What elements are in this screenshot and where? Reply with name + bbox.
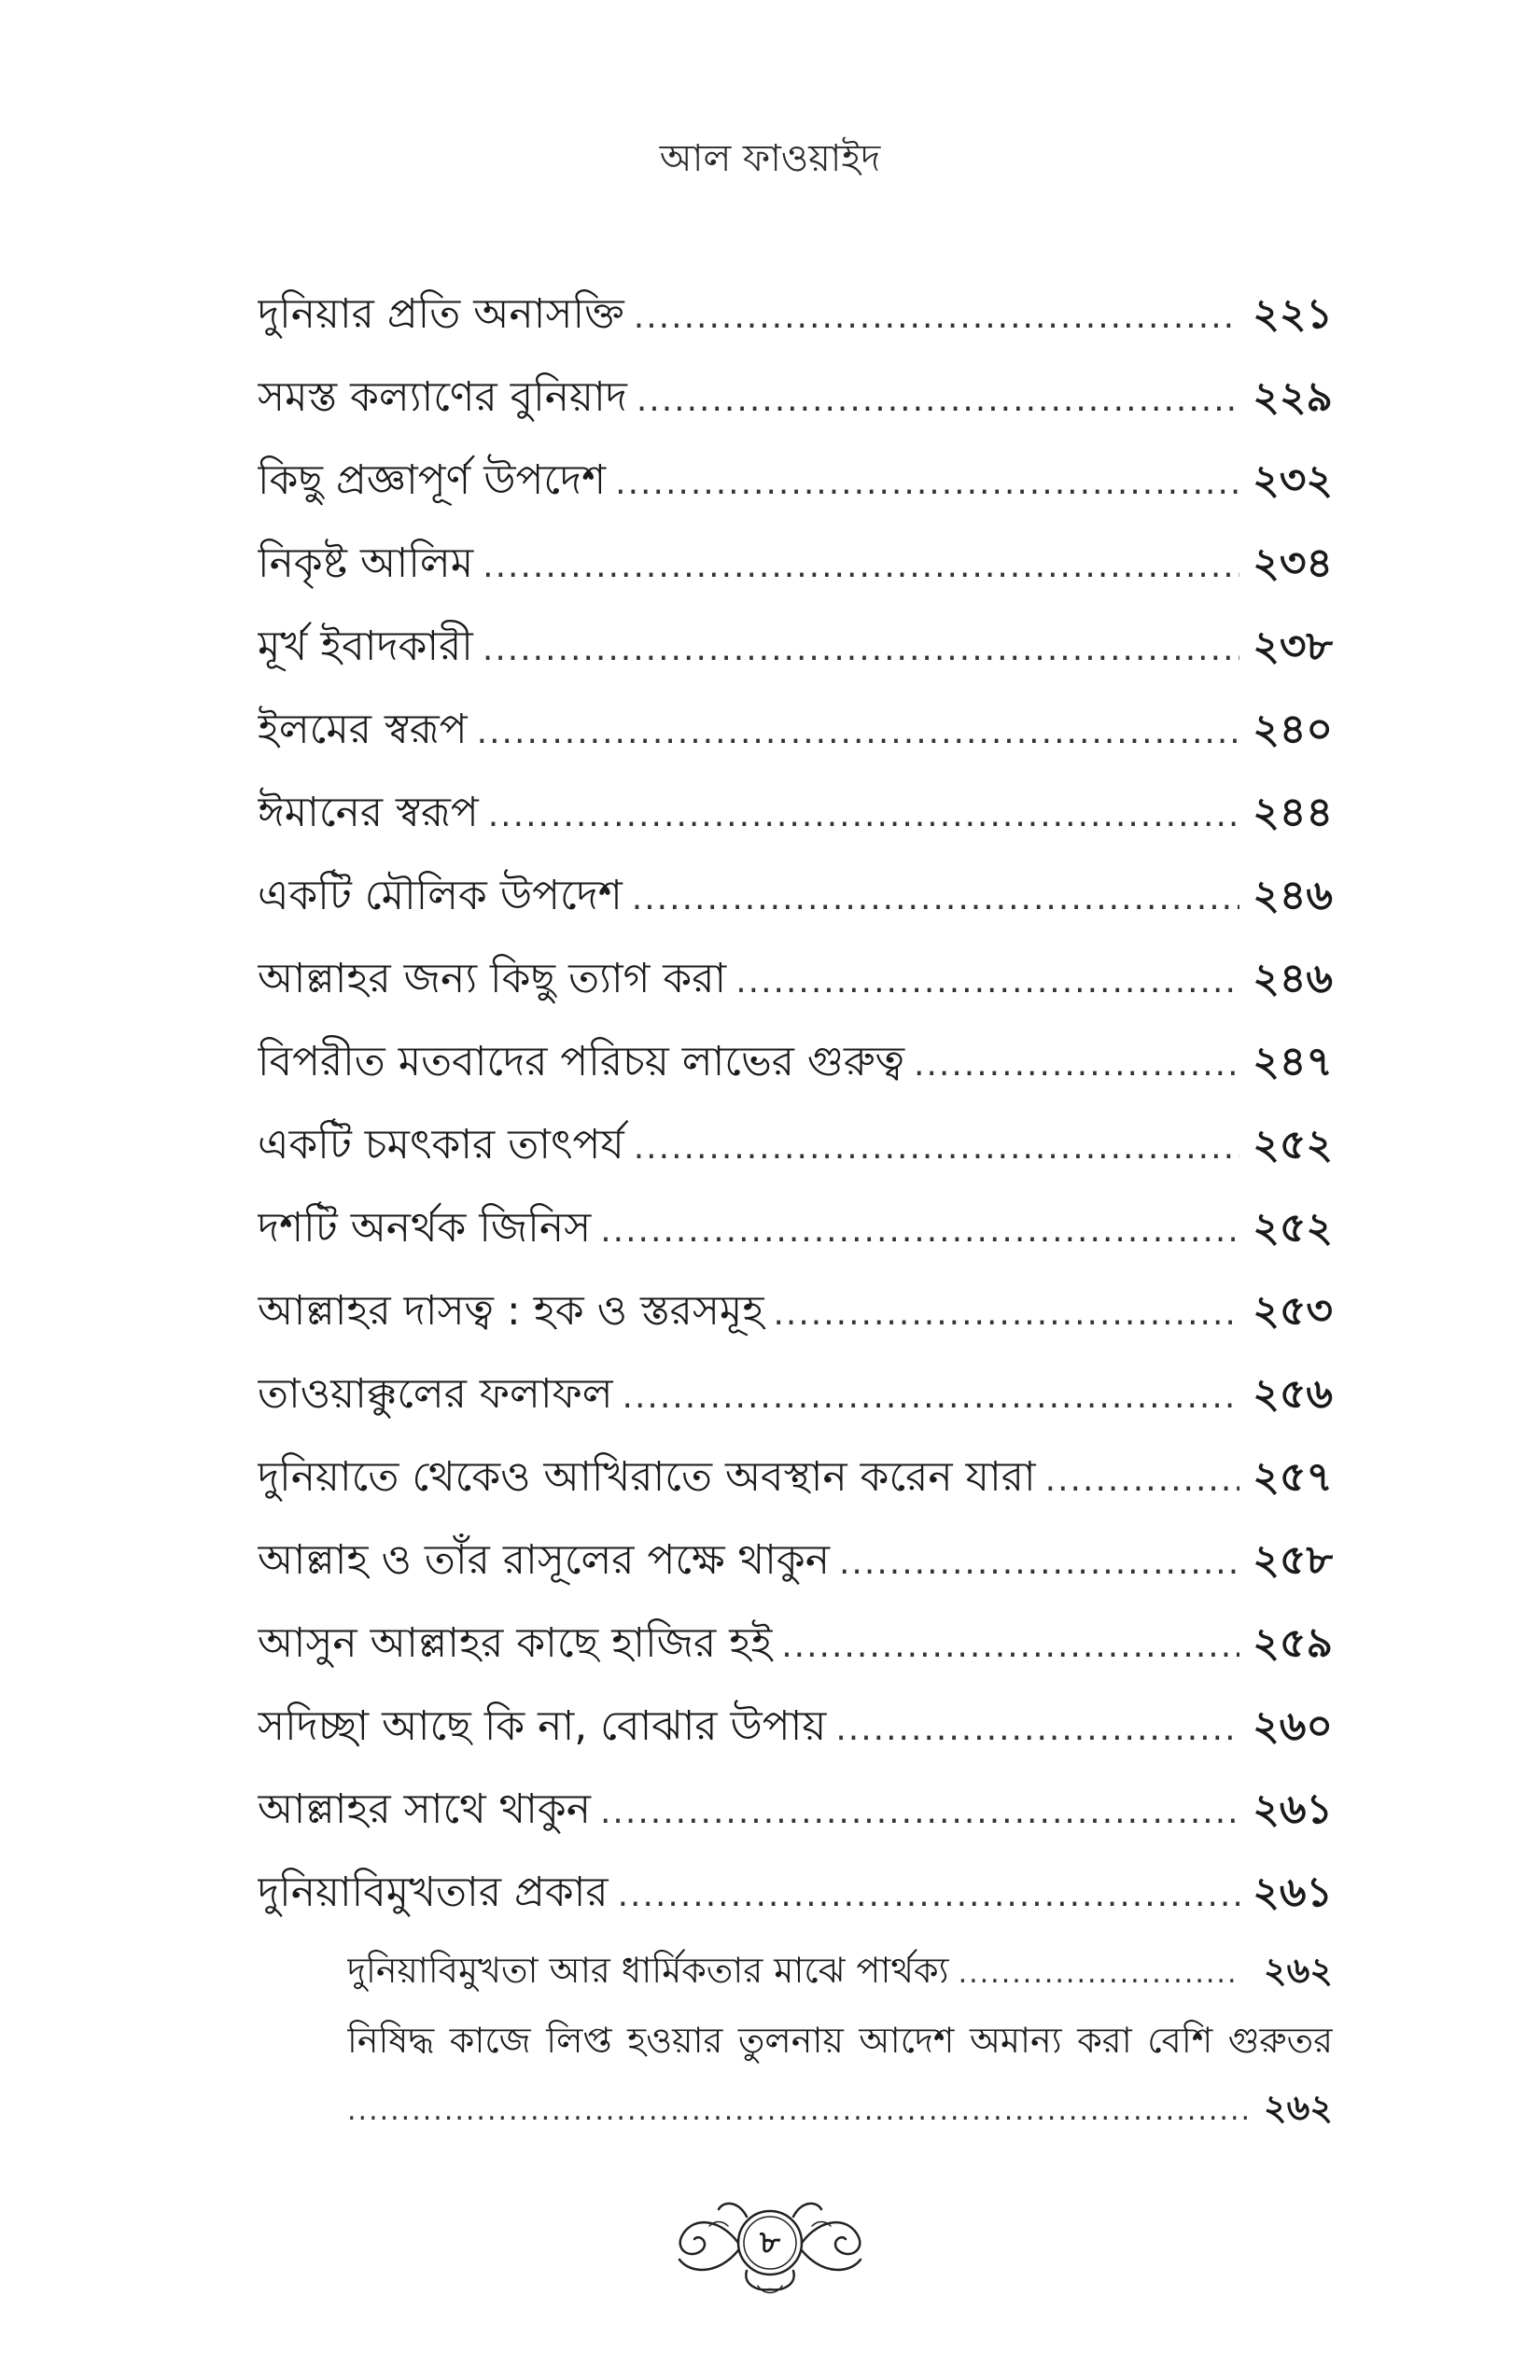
dot-leader: [773, 1272, 1239, 1352]
toc-entry: [258, 1602, 1333, 1685]
toc-entry: [258, 854, 1333, 937]
dot-leader: [618, 1854, 1239, 1934]
toc-entry-title: আসুন আল্লাহর কাছে হাজির হই: [258, 1619, 773, 1667]
toc-entry: [258, 605, 1333, 688]
toc-entry-title: একটি চমৎকার তাৎপর্য: [258, 1121, 624, 1169]
toc-entry: [258, 1020, 1333, 1103]
dot-leader: [637, 358, 1239, 439]
toc-entry-page: ২২১: [1253, 290, 1333, 338]
toc-entry-page: ২৪৬: [1253, 872, 1333, 919]
dot-leader: [477, 691, 1239, 771]
toc-subentry-title: দুনিয়াবিমুখতা আর ধার্মিকতার মাঝে পার্থক্য: [347, 1950, 949, 1991]
dot-leader: [600, 1771, 1239, 1851]
toc-entry: [258, 439, 1333, 522]
dot-leader: [600, 1189, 1239, 1269]
toc-entry-page: ২৩৮: [1253, 623, 1333, 670]
toc-entry: [258, 522, 1333, 605]
toc-entry: [258, 1103, 1333, 1186]
dot-leader: [483, 525, 1239, 605]
toc-entry-page: ২৬১: [1253, 1785, 1333, 1833]
dot-leader: [735, 940, 1239, 1020]
toc-subentry-page: ২৬২: [1263, 2087, 1333, 2128]
toc-entry: [258, 688, 1333, 771]
toc-entry-title: মূর্খ ইবাদকারী: [258, 623, 473, 670]
dot-leader: [634, 1106, 1239, 1186]
dot-leader: [488, 774, 1239, 854]
toc-entry-title: দুনিয়ার প্রতি অনাসক্তি: [258, 290, 624, 338]
dot-leader: [959, 1938, 1239, 2007]
toc-entry-page: ২৬১: [1253, 1869, 1333, 1916]
toc-entry: [258, 356, 1333, 439]
toc-entry-title: বিপরীত মতবাদের পরিচয় লাভের গুরুত্ব: [258, 1038, 905, 1085]
toc-entry: [258, 1685, 1333, 1768]
toc-entry-title: আল্লাহর দাসত্ব : হক ও স্তরসমূহ: [258, 1287, 764, 1335]
toc-entry-title: ঈমানের স্বরূপ: [258, 789, 479, 836]
toc-entry-title: ইলমের স্বরূপ: [258, 706, 468, 753]
toc-entry: [258, 1851, 1333, 1934]
toc-entry-title: দুনিয়াবিমুখতার প্রকার: [258, 1869, 609, 1916]
dot-leader: [623, 1355, 1239, 1435]
toc-entry: [258, 1768, 1333, 1851]
toc-entry-title: আল্লাহর জন্য কিছু ত্যাগ করা: [258, 955, 727, 1002]
dot-leader: [634, 275, 1239, 356]
toc-subentry-leader-line: [347, 2074, 1333, 2141]
toc-entry-page: ২৪০: [1253, 706, 1333, 753]
toc-entry: [258, 1435, 1333, 1519]
dot-leader: [615, 441, 1239, 522]
page-number: ৮: [759, 2224, 781, 2261]
toc-entry-page: ২৫২: [1253, 1204, 1333, 1252]
toc-entry-page: ২৫৩: [1253, 1287, 1333, 1335]
toc-entry-page: ২৬০: [1253, 1702, 1333, 1750]
toc-entry: [258, 937, 1333, 1020]
dot-leader: [839, 1521, 1239, 1602]
toc-entry-title: কিছু প্রজ্ঞাপূর্ণ উপদেশ: [258, 456, 607, 504]
toc-entry: [258, 1352, 1333, 1435]
dot-leader: [483, 608, 1239, 688]
toc-subentry-page: ২৬২: [1263, 1950, 1333, 1991]
toc-entry: [258, 1519, 1333, 1602]
dot-leader: [1045, 1438, 1239, 1519]
dot-leader: [914, 1023, 1239, 1103]
toc-entry-title: একটি মৌলিক উপদেশ: [258, 872, 623, 919]
dot-leader: [632, 857, 1239, 937]
table-of-contents: [258, 273, 1333, 2141]
toc-entry-title: নিকৃষ্ট আলিম: [258, 539, 474, 587]
toc-entry-title: আল্লাহ ও তাঁর রাসূলের পক্ষে থাকুন: [258, 1536, 830, 1584]
toc-entry-page: ২৩৪: [1253, 539, 1333, 587]
toc-subentry-title: নিষিদ্ধ কাজে লিপ্ত হওয়ার তুলনায় আদেশ অমান্য করা বেশি গুরুতর: [347, 2020, 1333, 2061]
toc-entry-page: ২৪৭: [1253, 1038, 1333, 1085]
toc-entry-page: ২৫৬: [1253, 1370, 1333, 1418]
toc-entry: [258, 771, 1333, 854]
running-header: আল ফাওয়াইদ: [659, 137, 881, 180]
toc-entry: [258, 1269, 1333, 1352]
toc-entry-page: ২৩২: [1253, 456, 1333, 504]
toc-entry-page: ২৫৯: [1253, 1619, 1333, 1667]
toc-entry-title: তাওয়াক্কুলের ফলাফল: [258, 1370, 613, 1418]
toc-entry-title: সমস্ত কল্যাণের বুনিয়াদ: [258, 373, 627, 421]
toc-entry-page: ২২৯: [1253, 373, 1333, 421]
toc-entry-title: দশটি অনর্থক জিনিস: [258, 1204, 592, 1252]
dot-leader: [835, 1687, 1239, 1768]
toc-entry-page: ২৪৪: [1253, 789, 1333, 836]
toc-entry-title: আল্লাহর সাথে থাকুন: [258, 1785, 591, 1833]
toc-entry: [258, 1186, 1333, 1269]
toc-entry-page: ২৪৬: [1253, 955, 1333, 1002]
toc-subentry: [347, 1934, 1333, 2007]
toc-entry-page: ২৫৭: [1253, 1453, 1333, 1501]
page-number-ornament: [653, 2189, 887, 2301]
toc-entry-page: ২৫২: [1253, 1121, 1333, 1169]
toc-subentry-wrapped: [347, 2007, 1333, 2141]
toc-entry-page: ২৫৮: [1253, 1536, 1333, 1584]
toc-entry-title: দুনিয়াতে থেকেও আখিরাতে অবস্থান করেন যারা: [258, 1453, 1036, 1501]
toc-entry-title: সদিচ্ছা আছে কি না, বোঝার উপায়: [258, 1702, 827, 1750]
toc-entry: [258, 273, 1333, 356]
dot-leader: [347, 2078, 1254, 2141]
dot-leader: [781, 1604, 1239, 1685]
